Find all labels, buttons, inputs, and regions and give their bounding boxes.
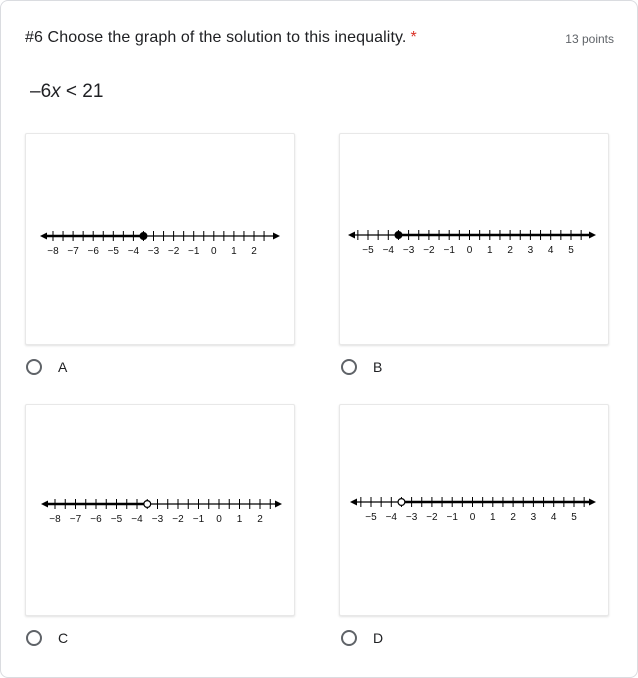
tick-label: −2	[167, 246, 180, 257]
option-b-radio[interactable]	[341, 359, 357, 375]
endpoint-closed-dot	[395, 232, 402, 239]
tick-label: −3	[405, 512, 418, 523]
tick-label: 0	[211, 246, 217, 257]
tick-label: 3	[527, 245, 534, 256]
tick-label: 2	[507, 245, 513, 256]
endpoint-open-dot	[144, 501, 151, 508]
tick-label: 1	[231, 246, 237, 257]
tick-label: −3	[147, 246, 160, 257]
tick-label: 0	[216, 514, 222, 525]
tick-label: −1	[192, 514, 205, 525]
option-d-label: D	[373, 630, 384, 646]
axis-arrow-right	[589, 232, 596, 239]
tick-label: 0	[469, 512, 476, 523]
tick-label: −7	[69, 514, 82, 525]
tick-label: −3	[402, 245, 415, 256]
option-d-radio[interactable]	[341, 630, 357, 646]
tick-label: −1	[446, 512, 458, 523]
option-c-image[interactable]	[25, 404, 295, 616]
inequality-variable: x	[51, 81, 61, 102]
question-title	[25, 29, 417, 47]
tick-label: −2	[172, 514, 184, 525]
axis-arrow-left	[41, 501, 48, 508]
option-b-label: B	[373, 359, 383, 375]
option-a-label: A	[58, 359, 68, 375]
inequality-rhs: < 21	[60, 81, 104, 102]
tick-label: 1	[236, 514, 243, 525]
tick-label: −7	[67, 246, 79, 257]
option-c[interactable]	[26, 626, 68, 650]
option-c-label: C	[58, 630, 69, 646]
tick-label: −5	[110, 514, 123, 525]
tick-label: −1	[443, 245, 455, 256]
tick-label: 5	[571, 512, 577, 523]
option-b-number-line	[340, 134, 608, 344]
option-a-radio[interactable]	[26, 359, 42, 375]
tick-label: 1	[487, 245, 493, 256]
option-c-radio[interactable]	[26, 630, 42, 646]
axis-arrow-left	[40, 233, 47, 240]
tick-label: −2	[423, 245, 435, 256]
question-title-text: #6 Choose the graph of the solution to this inequality.	[25, 29, 407, 46]
tick-label: 3	[530, 512, 537, 523]
option-d-number-line	[340, 405, 608, 615]
tick-label: −6	[90, 514, 102, 525]
tick-label: −2	[426, 512, 438, 523]
tick-label: −8	[49, 514, 61, 525]
option-a-image[interactable]	[25, 133, 295, 345]
option-a-number-line	[26, 134, 294, 344]
tick-label: −4	[382, 245, 395, 256]
option-a[interactable]	[26, 355, 67, 379]
option-d-image[interactable]	[339, 404, 609, 616]
tick-label: −3	[151, 514, 164, 525]
tick-label: −4	[127, 246, 140, 257]
option-b-image[interactable]	[339, 133, 609, 345]
endpoint-closed-dot	[140, 233, 147, 240]
inequality-coefficient: –6	[30, 81, 52, 102]
endpoint-open-dot	[398, 499, 405, 506]
option-b[interactable]	[341, 355, 382, 379]
tick-label: −4	[131, 514, 143, 525]
option-d[interactable]	[341, 626, 383, 650]
tick-label: 2	[257, 514, 263, 525]
tick-label: −8	[47, 246, 59, 257]
axis-arrow-right	[275, 501, 282, 508]
tick-label: −5	[365, 512, 377, 523]
tick-label: 2	[510, 512, 516, 523]
inequality-expression	[30, 81, 103, 103]
tick-label: −4	[385, 512, 398, 523]
axis-arrow-left	[350, 499, 357, 506]
tick-label: 1	[490, 512, 496, 523]
option-c-number-line	[26, 405, 294, 615]
tick-label: 2	[251, 246, 257, 257]
required-asterisk: *	[410, 29, 417, 46]
tick-label: −6	[87, 246, 99, 257]
tick-label: −5	[362, 245, 374, 256]
axis-arrow-right	[589, 499, 596, 506]
points-label: 13 points	[565, 32, 614, 46]
tick-label: 0	[466, 245, 473, 256]
axis-arrow-left	[348, 232, 355, 239]
tick-label: 4	[547, 245, 554, 256]
tick-label: −1	[187, 246, 200, 257]
tick-label: 5	[568, 245, 574, 256]
axis-arrow-right	[273, 233, 280, 240]
tick-label: −5	[107, 246, 120, 257]
tick-label: 4	[550, 512, 557, 523]
